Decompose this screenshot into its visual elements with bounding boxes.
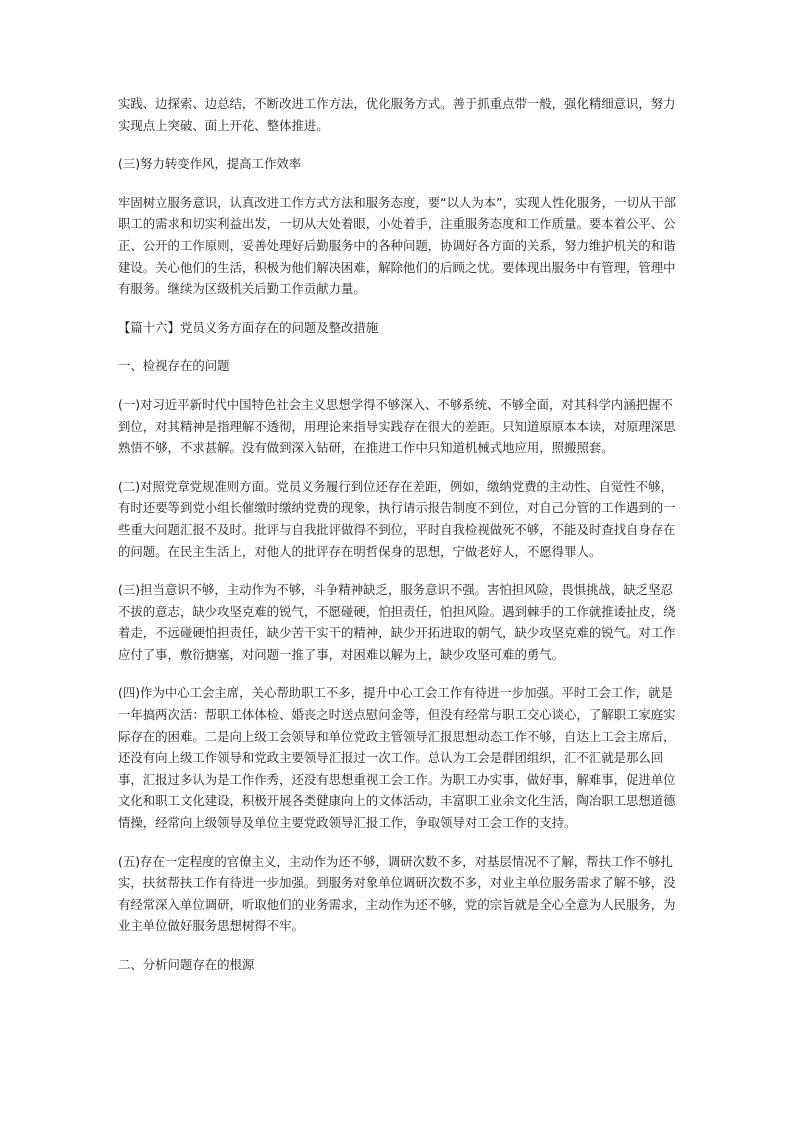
paragraph-problem-2: (二)对照党章党规准则方面。党员义务履行到位还存在差距，例如，缴纳党费的主动性、自觉性不够，有时还要等到党小组长催缴时缴纳党费的现象，执行请示报告制度不到位，对自己分管的工作遇到的一些重大问题汇报不及时。批评与自我批评做得不到位，平时自我检视做死不够，不能及时查找自身存在的问题。在民主生活上，对他人的批评存在明哲保身的思想，宁做老好人，不愿得罪人。: [118, 478, 676, 559]
paragraph-continuation: 实践、边探索、边总结，不断改进工作方法，优化服务方式。善于抓重点带一般，强化精细意识，努力实现点上突破、面上开花、整体推进。: [118, 96, 676, 133]
paragraph-problem-5: (五)存在一定程度的官僚主义，主动作为还不够，调研次数不多，对基层情况不了解，帮扶工作不够扎实，扶贫帮扶工作有待进一步加强。到服务对象单位调研次数不多，对业主单位服务需求了解不够，没有经常深入单位调研，听取他们的业务需求，主动作为还不够，党的宗旨就是全心全意为人民服务，为业主单位做好服务思想树得不牢。: [118, 853, 676, 934]
paragraph-service-awareness: 牢固树立服务意识，认真改进工作方式方法和服务态度，要“以人为本”，实现人性化服务，一切从干部职工的需求和切实利益出发，一切从大处着眼，小处着手，注重服务态度和工作质量。要本着公平、公正、公开的工作原则，妥善处理好后勤服务中的各种问题，协调好各方面的关系，努力维护机关的和谐建设。关心他们的生活，积极为他们解决困难，解除他们的后顾之忧。要体现出服务中有管理，管理中有服务。继续为区级机关后勤工作贡献力量。: [118, 194, 677, 297]
document-page: [118, 93, 678, 993]
paragraph-problem-4: (四)作为中心工会主席，关心帮助职工不多，提升中心工会工作有待进一步加强。平时工会工作，就是一年搞两次活：帮职工体体检、婚丧之时送点慰问金等，但没有经常与职工交心谈心，了解职工家庭实际存在的困难。二是向上级工会领导和单位党政主管领导汇报思想动态工作不够，自达上工会主席后，还没有向上级工作领导和党政主要领导汇报过一次工作。总认为工会是群团组织，汇不汇就是那么回事，汇报过多认为是工作作秀，还没有思想重视工会工作。为职工办实事，做好事，解难事，促进单位文化和职工文化建设，积极开展各类健康向上的文体活动，丰富职工业余文化生活，陶冶职工思想道德情操，经常向上级领导及单位主要党政领导汇报工作，争取领导对工会工作的支持。: [118, 685, 676, 831]
paragraph-problem-1: (一)对习近平新时代中国特色社会主义思想学得不够深入、不够系统、不够全面，对其科学内涵把握不到位，对其精神是指理解不透彻，用理论来指导实践存在很大的差距。只知道原原本本读，对原理深思熟悟不够，不求甚解。没有做到深入钻研，在推进工作中只知道机械式地应用，照搬照套。: [118, 396, 676, 456]
section-heading-problems: 一、检视存在的问题: [118, 358, 230, 374]
section-heading-root-causes: 二、分析问题存在的根源: [118, 957, 255, 972]
section-heading-improve-style: (三)努力转变作风，提高工作效率: [118, 156, 302, 172]
article-title: 【篇十六】党员义务方面存在的问题及整改措施: [118, 319, 379, 335]
paragraph-problem-3: (三)担当意识不够，主动作为不够，斗争精神缺乏，服务意识不强。害怕担风险，畏惧挑战，缺乏坚忍不拔的意志，缺少攻坚克难的锐气，不愿碰硬，怕担责任，怕担风险。遇到棘手的工作就推诿扯皮，绕着走，不远碰硬怕担责任，缺少苦干实干的精神，缺少开拓进取的朝气，缺少攻坚克难的锐气。对工作应付了事，敷衍搪塞，对问题一推了事，对困难以解为上，缺少攻坚可难的勇气。: [118, 582, 676, 662]
